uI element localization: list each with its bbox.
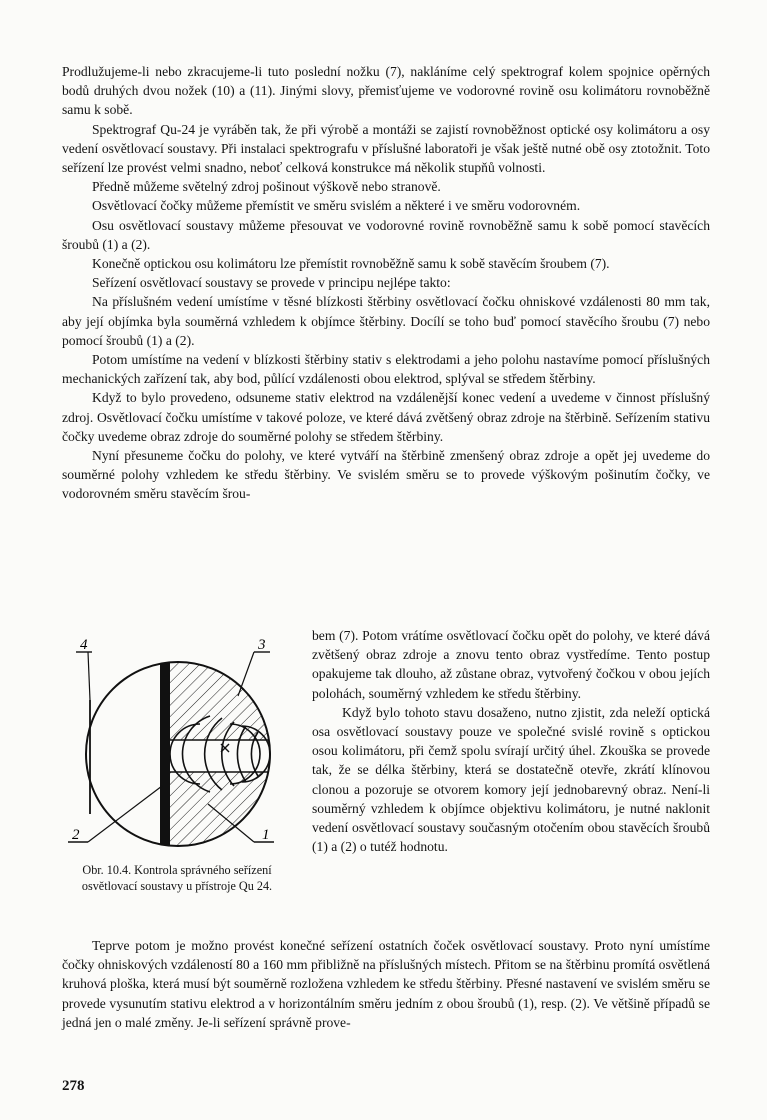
figure-label-2: 2	[72, 827, 80, 843]
figure-label-3: 3	[258, 637, 266, 653]
figure-label-1: 1	[262, 827, 270, 843]
paragraph: Konečně optickou osu kolimátoru lze přemístit rovnoběžně samu k sobě stavěcím šroubem (7).	[92, 256, 610, 272]
paragraph: Potom umístíme na vedení v blízkosti štěrbiny stativ s elektrodami a jeho polohu nastavíme pomocí příslušných mechanických zařízení tak, aby bod, půlící vzdálenosti obou elektrod, splýval se středem štěrbiny.	[62, 352, 710, 387]
paragraph: Spektrograf Qu-24 je vyráběn tak, že při výrobě a montáži se zajistí rovnoběžnost optické osy kolimátoru a osy vedení osvětlovací soustavy. Při instalaci spektrografu v příslušné laboratoři je však ještě nutné obě osy ztotožnit. Toto seřízení lze provést velmi snadno, neboť celková konstrukce má několik stupňů volnosti.	[62, 121, 710, 176]
paragraph: Seřízení osvětlovací soustavy se provede v principu nejlépe takto:	[92, 275, 451, 291]
page-number: 278	[62, 1078, 85, 1094]
paragraph: Nyní přesuneme čočku do polohy, ve které vytváří na štěrbině zmenšený obraz zdroje a opět jej uvedeme do souměrné polohy vzhledem ke středu štěrbiny. Ve svislém směru se to provede výškovým pošinutím čočky, ve vodorovném směru stavěcím šrou-	[62, 448, 710, 502]
paragraph: Když bylo tohoto stavu dosaženo, nutno zjistit, zda neleží optická osa osvětlovací soustavy pouze ve společné svislé rovině s optickou osou kolimátoru, při čemž spolu svírají určitý úhel. Zkouška se provede tak, že se délka štěrbiny, která se dostatečně otevře, zkrátí klínovou clonou a pozoruje se otvorem komory její jednobarevný obraz. Není-li souměrný vzhledem k objímce objektivu kolimátoru, je nutné naklonit vedení osvětlovací soustavy současným otočením obou stavěcích šroubů (1) a (2) o tutéž hodnotu.	[312, 704, 710, 855]
paragraph: bem (7). Potom vrátíme osvětlovací čočku opět do polohy, ve které dává zvětšený obraz zdroje a znovu tento obraz vystředíme. Tento postup opakujeme tak dlouho, až zůstane obraz, vytvořený čočkou v obou jejích polohách, souměrný vzhledem ke středu štěrbiny.	[312, 628, 710, 701]
figure-caption: Obr. 10.4. Kontrola správného seřízení osvětlovací soustavy u přístroje Qu 24.	[81, 863, 273, 893]
paragraph: Na příslušném vedení umístíme v těsné blízkosti štěrbiny osvětlovací čočku ohniskové vzdálenosti 80 mm tak, aby její objímka byla souměrná vzhledem k objímce štěrbiny. Docílí se toho buď pomocí stavěcího šroubu (7) nebo pomocí šroubů (1) a (2).	[62, 294, 710, 348]
paragraph: Předně můžeme světelný zdroj pošinout výškově nebo stranově.	[92, 179, 441, 195]
slit-diagram-svg	[58, 636, 298, 858]
paragraph: Osu osvětlovací soustavy můžeme přesouvat ve vodorovné rovině rovnoběžně samu k sobě pomocí stavěcích šroubů (1) a (2).	[62, 217, 710, 252]
figure-slit-diagram	[58, 636, 298, 858]
paragraph: Prodlužujeme-li nebo zkracujeme-li tuto poslední nožku (7), nakláníme celý spektrograf kolem spojnice opěrných bodů druhých dvou nožek (10) a (11). Jinými slovy, přemisťujeme ve vodorovné rovině osu kolimátoru rovnoběžně samu k sobě.	[62, 64, 710, 118]
paragraph: Když to bylo provedeno, odsuneme stativ elektrod na vzdálenější konec vedení a uvedeme v činnost příslušný zdroj. Osvětlovací čočku umístíme v takové poloze, ve které dává zvětšený obraz zdroje na štěrbině. Seřízením stativu čočky uvedeme obraz zdroje do souměrné polohy se středem štěrbiny.	[62, 390, 710, 444]
figure-label-4: 4	[80, 637, 88, 653]
paragraph: Osvětlovací čočky můžeme přemístit ve směru svislém a některé i ve směru vodorovném.	[92, 198, 581, 214]
paragraph: Teprve potom je možno provést konečné seřízení ostatních čoček osvětlovací soustavy. Proto nyní umístíme čočky ohniskových vzdáleností 80 a 160 mm přibližně na příslušných místech. Přitom se na štěrbinu promítá osvětlená kruhová ploška, která musí být souměrně rozložena vzhledem ke středu štěrbiny. Přesné nastavení ve svislém směru se provede vysunutím stativu elektrod a v horizontálním směru jedním z obou šroubů (1), resp. (2). Ve většině případů se jedná jen o malé změny. Je-li seřízení správně prove-	[62, 938, 710, 1030]
main-text-bottom	[62, 936, 710, 1032]
main-text-side	[312, 626, 710, 856]
main-text-top	[62, 62, 710, 504]
